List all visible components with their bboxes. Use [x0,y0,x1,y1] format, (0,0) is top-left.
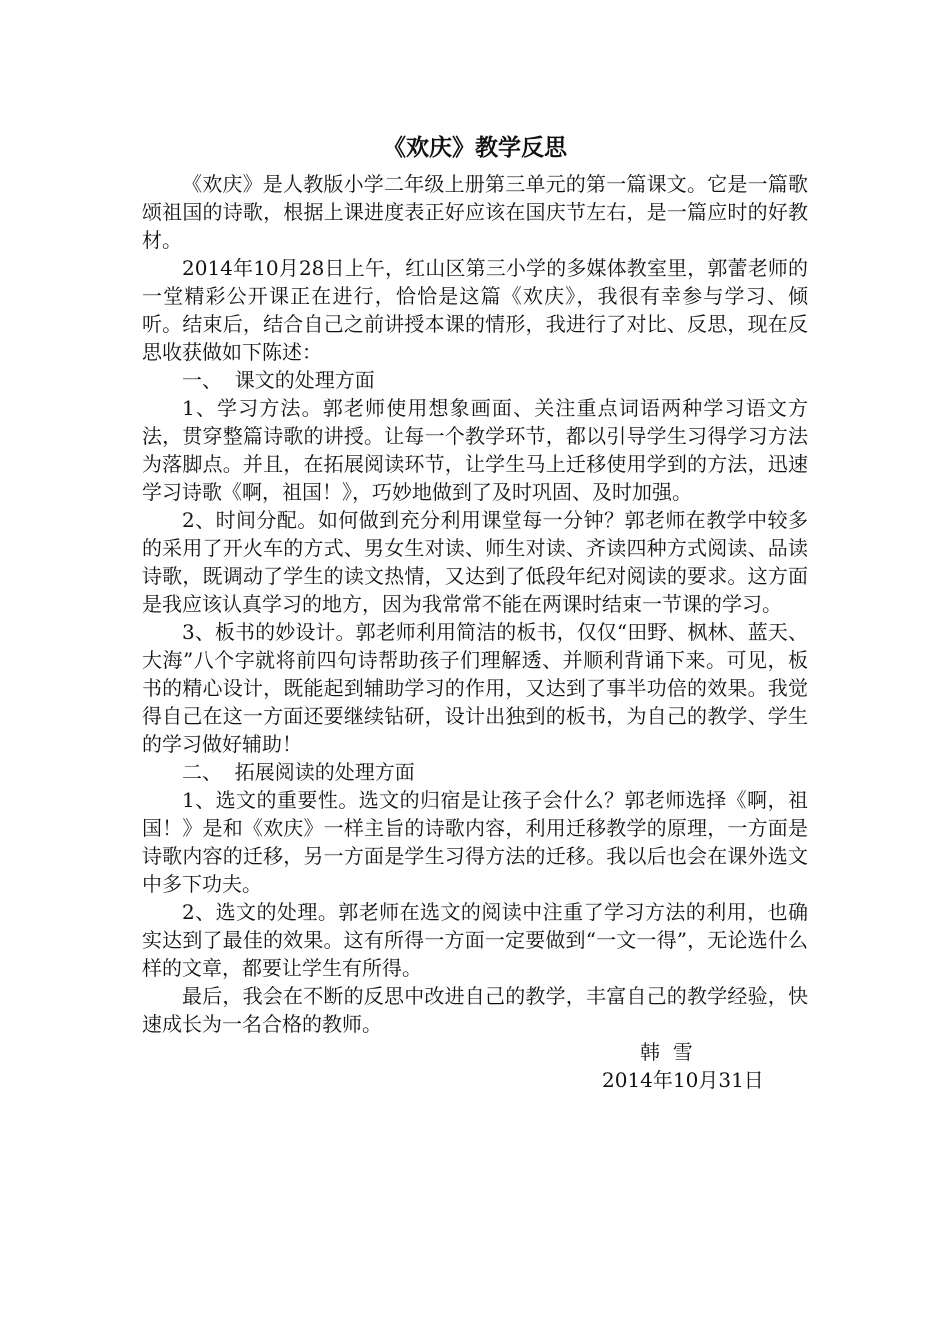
section1-paragraph-1: 1、学习方法。郭老师使用想象画面、关注重点词语两种学习语文方法，贯穿整篇诗歌的讲授。让每一个教学环节，都以引导学生习得学习方法为落脚点。并且，在拓展阅读环节，让学生马上迁移使用学到的方法，迅速学习诗歌《啊，祖国！》，巧妙地做到了及时巩固、及时加强。 [142,396,808,504]
closing-paragraph: 最后，我会在不断的反思中改进自己的教学，丰富自己的教学经验，快速成长为一名合格的教师。 [142,984,808,1036]
section-heading-2: 二、 拓展阅读的处理方面 [182,760,415,784]
section2-paragraph-2: 2、选文的处理。郭老师在选文的阅读中注重了学习方法的利用，也确实达到了最佳的效果。这有所得一方面一定要做到“一文一得”，无论选什么样的文章，都要让学生有所得。 [142,900,808,980]
section1-paragraph-2: 2、时间分配。如何做到充分利用课堂每一分钟？郭老师在教学中较多的采用了开火车的方式、男女生对读、师生对读、齐读四种方式阅读、品读诗歌，既调动了学生的读文热情，又达到了低段年纪对阅读的要求。这方面是我应该认真学习的地方，因为我常常不能在两课时结束一节课的学习。 [142,508,808,616]
intro-paragraph-2: 2014年10月28日上午，红山区第三小学的多媒体教室里，郭蕾老师的一堂精彩公开课正在进行，恰恰是这篇《欢庆》，我很有幸参与学习、倾听。结束后，结合自己之前讲授本课的情形，我进行了对比、反思，现在反思收获做如下陈述： [142,256,808,364]
intro-paragraph-1: 《欢庆》是人教版小学二年级上册第三单元的第一篇课文。它是一篇歌颂祖国的诗歌，根据上课进度表正好应该在国庆节左右，是一篇应时的好教材。 [142,172,808,252]
section2-paragraph-1: 1、选文的重要性。选文的归宿是让孩子会什么？郭老师选择《啊，祖国！》是和《欢庆》一样主旨的诗歌内容，利用迁移教学的原理，一方面是诗歌内容的迁移，另一方面是学生习得方法的迁移。我以后也会在课外选文中多下功夫。 [142,788,808,896]
document-date: 2014年10月31日 [602,1068,764,1092]
author-name: 韩 雪 [640,1040,693,1064]
document-title: 《欢庆》教学反思 [383,134,567,161]
document-body [142,130,808,1094]
section1-paragraph-3: 3、板书的妙设计。郭老师利用简洁的板书，仅仅“田野、枫林、蓝天、大海”八个字就将前四句诗帮助孩子们理解透、并顺利背诵下来。可见，板书的精心设计，既能起到辅助学习的作用，又达到了事半功倍的效果。我觉得自己在这一方面还要继续钻研，设计出独到的板书，为自己的教学、学生的学习做好辅助！ [142,620,808,756]
section-heading-1: 一、 课文的处理方面 [182,368,375,392]
